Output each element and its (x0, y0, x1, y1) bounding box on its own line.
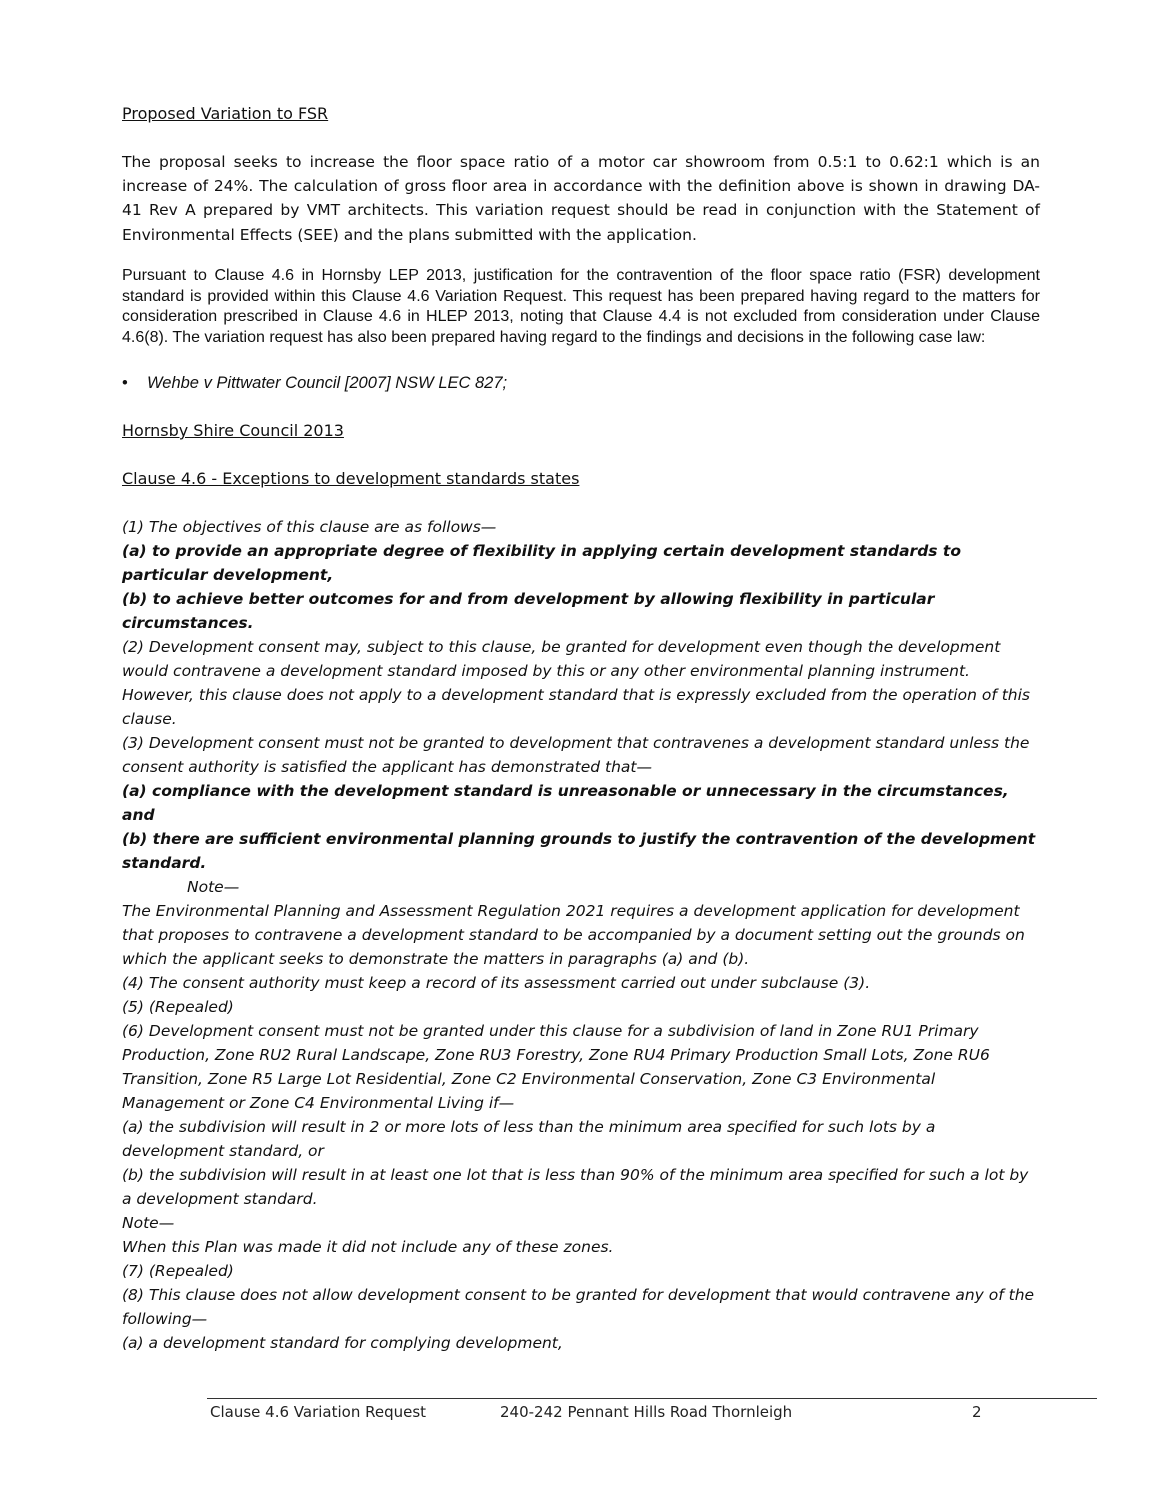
clause-line: (2) Development consent may, subject to this clause, be granted for development even though the development would contravene a development standard imposed by this or any other environmental planning instrument. However, this clause does not apply to a development standard that is expressly excluded from the operation of this clause. (122, 638, 1030, 728)
heading-hornsby-council: Hornsby Shire Council 2013 (122, 421, 344, 440)
clause-note-label: Note— (187, 878, 240, 896)
clause-line: The Environmental Planning and Assessment Regulation 2021 requires a development application for development that proposes to contravene a development standard to be accompanied by a document setting out the grounds on which the applicant seeks to demonstrate the matters in paragraphs (a) and (b). (122, 902, 1025, 968)
case-law-list (122, 371, 1040, 395)
paragraph-pursuant: Pursuant to Clause 4.6 in Hornsby LEP 2013, justification for the contravention of the floor space ratio (FSR) development standard is provided within this Clause 4.6 Variation Request. This request has been prepared having regard to the matters for consideration prescribed in Clause 4.6 in HLEP 2013, noting that Clause 4.4 is not excluded from consideration under Clause 4.6(8). The variation request has also been prepared having regard to the findings and decisions in the following case law: (122, 266, 1040, 347)
clause-line: (b) there are sufficient environmental planning grounds to justify the contravention of the development standard. (122, 830, 1036, 872)
clause-note-label: Note— (122, 1214, 175, 1232)
clause-line: (a) to provide an appropriate degree of flexibility in applying certain development standards to particular development, (122, 542, 961, 584)
clause-line: (a) a development standard for complying development, (122, 1334, 563, 1352)
clause-line: (a) the subdivision will result in 2 or more lots of less than the minimum area specified for such lots by a development standard, or (122, 1118, 936, 1160)
bullet-icon: • (122, 374, 128, 392)
clause-line: (a) compliance with the development standard is unreasonable or unnecessary in the circumstances, and (122, 782, 1009, 824)
clause-line: (6) Development consent must not be granted under this clause for a subdivision of land in Zone RU1 Primary Production, Zone RU2 Rural Landscape, Zone RU3 Forestry, Zone RU4 Primary Production Small Lots, Zone RU6 Transition, Zone R5 Large Lot Residential, Zone C2 Environmental Conservation, Zone C3 Environmental Management or Zone C4 Environmental Living if— (122, 1022, 990, 1112)
clause-line: (1) The objectives of this clause are as follows— (122, 518, 497, 536)
clause-line: (8) This clause does not allow development consent to be granted for development that would contravene any of the following— (122, 1286, 1035, 1328)
page-number: 2 (972, 1403, 982, 1421)
clause-line: (4) The consent authority must keep a record of its assessment carried out under subclause (3). (122, 974, 871, 992)
clause-text (122, 515, 1040, 1355)
case-law-item (122, 371, 1040, 395)
clause-line: (b) the subdivision will result in at least one lot that is less than 90% of the minimum area specified for such a lot by a development standard. (122, 1166, 1029, 1208)
heading-proposed-variation: Proposed Variation to FSR (122, 104, 329, 123)
clause-line: (b) to achieve better outcomes for and from development by allowing flexibility in particular circumstances. (122, 590, 935, 632)
case-law-text: Wehbe v Pittwater Council [2007] NSW LEC 827; (147, 374, 508, 392)
heading-clause-4-6: Clause 4.6 - Exceptions to development standards states (122, 469, 580, 488)
footer-site-address: 240-242 Pennant Hills Road Thornleigh (500, 1403, 793, 1421)
page-body (122, 102, 1040, 1355)
clause-line: (5) (Repealed) (122, 998, 234, 1016)
clause-line: (7) (Repealed) (122, 1262, 234, 1280)
clause-line: When this Plan was made it did not include any of these zones. (122, 1238, 614, 1256)
paragraph-proposal: The proposal seeks to increase the floor space ratio of a motor car showroom from 0.5:1 to 0.62:1 which is an increase of 24%. The calculation of gross floor area in accordance with the definition above is shown in drawing DA-41 Rev A prepared by VMT architects. This variation request should be read in conjunction with the Statement of Environmental Effects (SEE) and the plans submitted with the application. (122, 153, 1040, 244)
footer-divider (207, 1398, 1097, 1399)
footer-document-title: Clause 4.6 Variation Request (210, 1403, 427, 1421)
clause-line: (3) Development consent must not be granted to development that contravenes a development standard unless the consent authority is satisfied the applicant has demonstrated that— (122, 734, 1030, 776)
